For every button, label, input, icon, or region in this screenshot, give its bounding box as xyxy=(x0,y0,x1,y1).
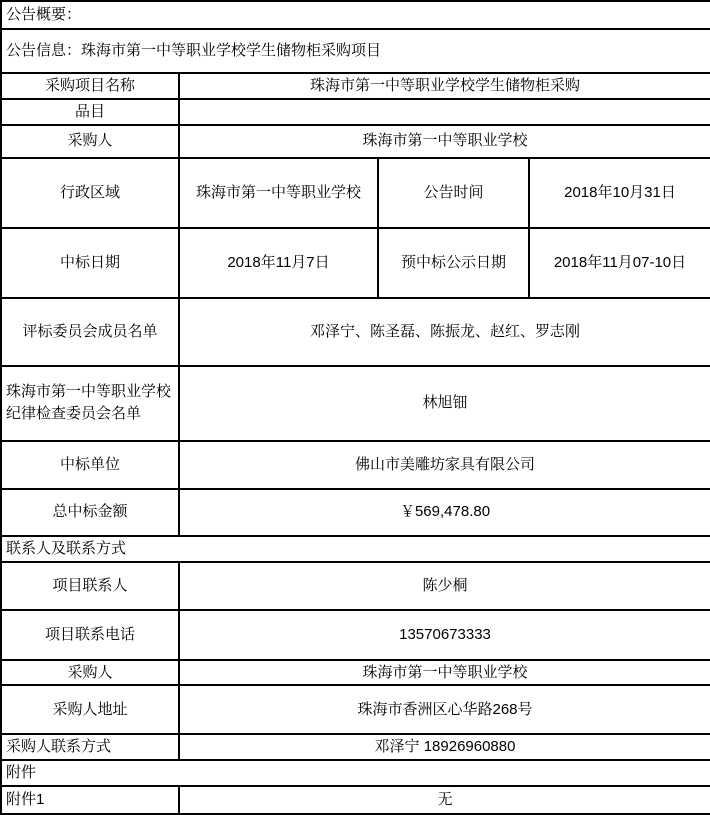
total-award-amount-label: 总中标金额 xyxy=(1,489,179,536)
purchaser-address-value: 珠海市香洲区心华路268号 xyxy=(179,685,710,734)
purchaser-value: 珠海市第一中等职业学校 xyxy=(179,125,710,158)
announcement-time-label: 公告时间 xyxy=(378,158,529,228)
purchaser-contact-value: 邓泽宁 18926960880 xyxy=(179,734,710,760)
row-project-name xyxy=(1,73,710,99)
row-attachment-1 xyxy=(1,786,710,814)
winning-bidder-label: 中标单位 xyxy=(1,441,179,489)
attachment-1-label: 附件1 xyxy=(1,786,179,814)
attachment-section-cell: 附件 xyxy=(1,760,710,786)
announcement-summary-cell: 公告概要： xyxy=(1,1,710,29)
row-discipline-committee xyxy=(1,366,710,441)
region-label: 行政区域 xyxy=(1,158,179,228)
row-region-announcement-time xyxy=(1,158,710,228)
pre-award-publicity-date-value: 2018年11月07-10日 xyxy=(529,228,710,298)
total-award-amount-value: ￥569,478.80 xyxy=(179,489,710,536)
row-total-award-amount xyxy=(1,489,710,536)
contact-purchaser-value: 珠海市第一中等职业学校 xyxy=(179,660,710,686)
project-contact-phone-label: 项目联系电话 xyxy=(1,610,179,660)
row-purchaser xyxy=(1,125,710,158)
announcement-info-cell: 公告信息：珠海市第一中等职业学校学生储物柜采购项目 xyxy=(1,29,710,73)
row-project-contact-phone xyxy=(1,610,710,660)
attachment-1-value: 无 xyxy=(179,786,710,814)
contact-purchaser-label: 采购人 xyxy=(1,660,179,686)
winning-bidder-value: 佛山市美雕坊家具有限公司 xyxy=(179,441,710,489)
project-contact-value: 陈少桐 xyxy=(179,562,710,610)
category-label: 品目 xyxy=(1,99,179,125)
project-name-value: 珠海市第一中等职业学校学生储物柜采购 xyxy=(179,73,710,99)
discipline-committee-value: 林旭钿 xyxy=(179,366,710,441)
row-purchaser-address xyxy=(1,685,710,734)
row-project-contact xyxy=(1,562,710,610)
project-name-label: 采购项目名称 xyxy=(1,73,179,99)
evaluation-committee-label: 评标委员会成员名单 xyxy=(1,298,179,366)
region-value: 珠海市第一中等职业学校 xyxy=(179,158,378,228)
row-contact-section xyxy=(1,536,710,562)
purchaser-address-label: 采购人地址 xyxy=(1,685,179,734)
row-purchaser-contact xyxy=(1,734,710,760)
purchaser-label: 采购人 xyxy=(1,125,179,158)
purchaser-contact-label: 采购人联系方式 xyxy=(1,734,179,760)
row-evaluation-committee xyxy=(1,298,710,366)
row-announcement-summary xyxy=(1,1,710,29)
row-attachment-section xyxy=(1,760,710,786)
row-contact-purchaser xyxy=(1,660,710,686)
category-value xyxy=(179,99,710,125)
row-award-date xyxy=(1,228,710,298)
award-date-label: 中标日期 xyxy=(1,228,179,298)
pre-award-publicity-date-label: 预中标公示日期 xyxy=(378,228,529,298)
row-winning-bidder xyxy=(1,441,710,489)
evaluation-committee-value: 邓泽宁、陈圣磊、陈振龙、赵红、罗志刚 xyxy=(179,298,710,366)
row-category xyxy=(1,99,710,125)
project-contact-phone-value: 13570673333 xyxy=(179,610,710,660)
announcement-time-value: 2018年10月31日 xyxy=(529,158,710,228)
contact-section-cell: 联系人及联系方式 xyxy=(1,536,710,562)
discipline-committee-label: 珠海市第一中等职业学校纪律检查委员会名单 xyxy=(1,366,179,441)
award-date-value: 2018年11月7日 xyxy=(179,228,378,298)
project-contact-label: 项目联系人 xyxy=(1,562,179,610)
row-announcement-info xyxy=(1,29,710,73)
